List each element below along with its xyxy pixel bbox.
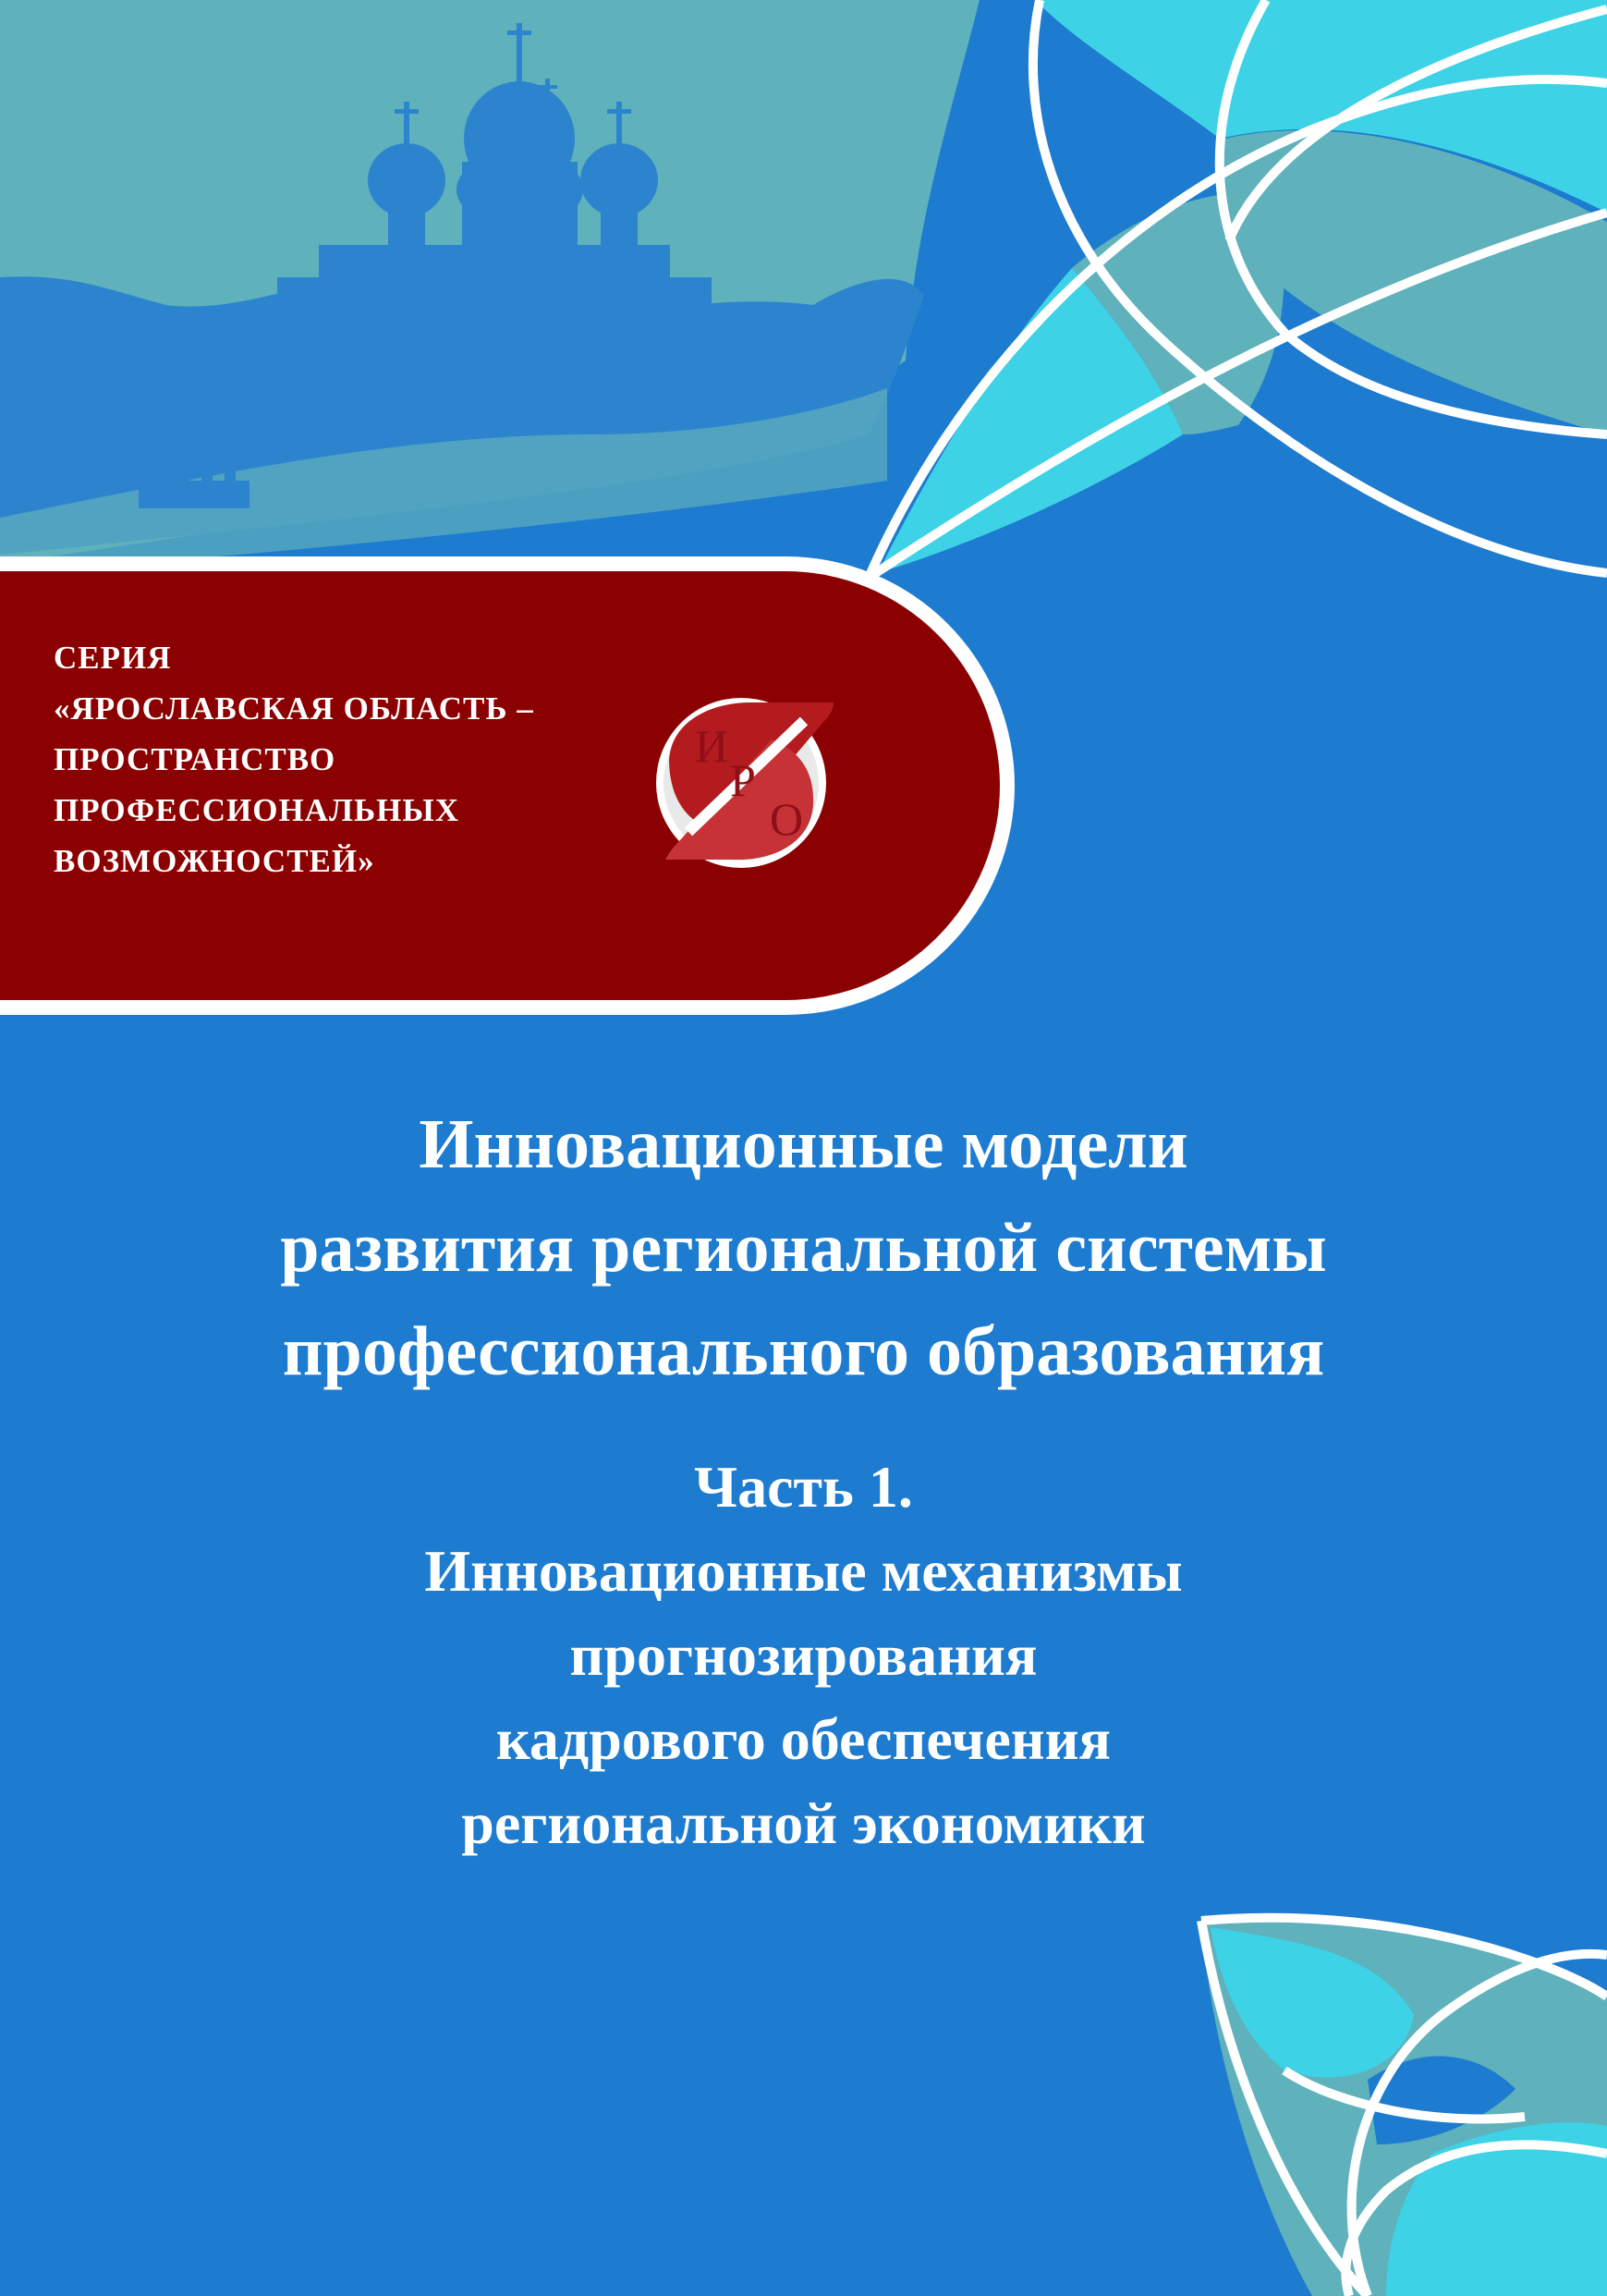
series-line: ПРОСТРАНСТВО	[54, 741, 336, 777]
series-line: ВОЗМОЖНОСТЕЙ»	[54, 843, 375, 879]
logo-letter-r: Р	[730, 754, 756, 806]
subtitle-line: прогнозирования	[569, 1622, 1038, 1688]
series-line: ПРОФЕССИОНАЛЬНЫХ	[54, 792, 460, 828]
subtitle-line: Часть 1.	[694, 1454, 913, 1520]
title-line: развития региональной системы	[280, 1209, 1327, 1287]
subtitle-line: Инновационные механизмы	[424, 1538, 1183, 1604]
subtitle-line: кадрового обеспечения	[495, 1706, 1112, 1772]
title-line: профессионального образования	[282, 1313, 1325, 1390]
logo-letter-i: И	[695, 720, 729, 772]
main-title	[0, 1093, 1607, 1403]
subtitle-line: региональной экономики	[461, 1790, 1146, 1856]
series-block	[54, 632, 645, 886]
series-line: СЕРИЯ	[54, 640, 172, 676]
logo-letter-o: О	[770, 793, 804, 845]
subtitle	[0, 1445, 1607, 1865]
title-line: Инновационные модели	[419, 1105, 1188, 1183]
series-line: «ЯРОСЛАВСКАЯ ОБЛАСТЬ –	[54, 690, 534, 727]
